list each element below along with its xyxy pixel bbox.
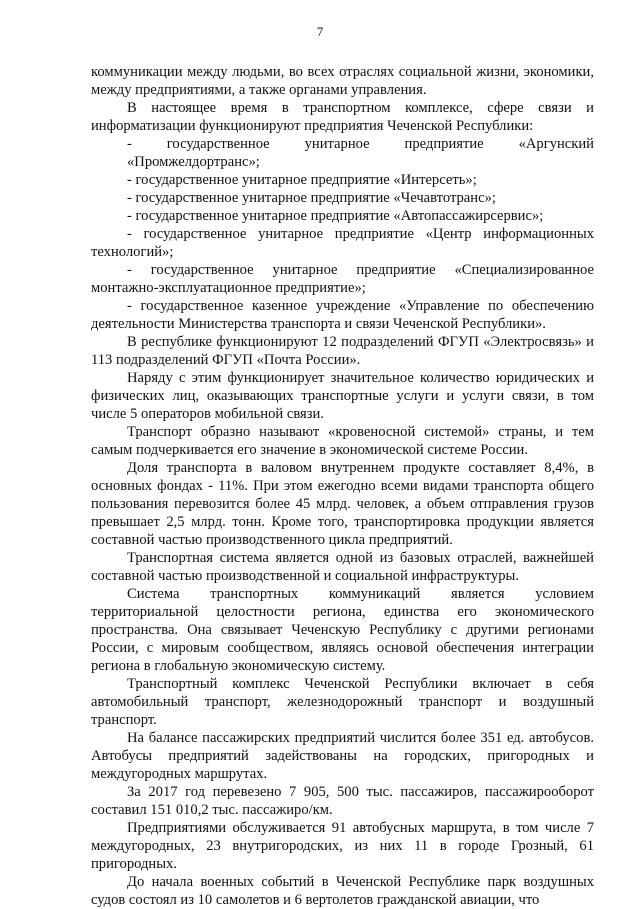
list-item: - государственное унитарное предприятие «Аргунский «Промжелдортранс»; [127,136,594,170]
paragraph: На балансе пассажирских предприятий числится более 351 ед. автобусов. Автобусы предприятий задействованы на городских, пригородных и междугородных маршрутах. [91,730,594,782]
page-number: 7 [316,24,324,39]
paragraph: Система транспортных коммуникаций является условием территориальной целостности региона, единства его экономического пространства. Она связывает Чеченскую Республику с другими регионами России, с мировым сообществом, являясь основой обеспечения интеграции региона в глобальную экономическую систему. [91,586,594,674]
paragraph: Предприятиями обслуживается 91 автобусных маршрута, в том числе 7 междугородных, 23 внутригородских, из них 11 в городе Грозный, 61 пригородных. [91,820,594,872]
list-item: - государственное унитарное предприятие «Автопассажирсервис»; [127,208,544,224]
paragraph: В республике функционируют 12 подразделений ФГУП «Электросвязь» и 113 подразделений ФГУП «Почта России». [91,334,594,368]
list-item: - государственное унитарное предприятие «Центр информационных технологий»; [91,226,594,260]
paragraph: За 2017 год перевезено 7 905, 500 тыс. пассажиров, пассажирооборот составил 151 010,2 тыс. пассажиро/км. [91,784,594,818]
list-item: - государственное казенное учреждение «Управление по обеспечению деятельности Министерства транспорта и связи Чеченской Республики». [91,298,594,332]
paragraph: Транспорт образно называют «кровеносной системой» страны, и тем самым подчеркивается его значение в экономической системе России. [91,424,594,458]
paragraph: До начала военных событий в Чеченской Республике парк воздушных судов состоял из 10 самолетов и 6 вертолетов гражданской авиации, что [91,874,594,908]
list-item: - государственное унитарное предприятие «Чечавтотранс»; [127,190,496,206]
paragraph: коммуникации между людьми, во всех отраслях социальной жизни, экономики, между предприятиями, а также органами управления. [91,64,594,98]
paragraph: Транспортная система является одной из базовых отраслей, важнейшей составной частью производственной и социальной инфраструктуры. [91,550,594,584]
list-item: - государственное унитарное предприятие «Интерсеть»; [127,172,477,188]
paragraph: Наряду с этим функционирует значительное количество юридических и физических лиц, оказывающих транспортные услуги и услуги связи, в том числе 5 операторов мобильной связи. [91,370,594,422]
list-item: - государственное унитарное предприятие «Специализированное монтажно-эксплуатационное предприятие»; [91,262,594,296]
body-text [91,63,594,909]
paragraph: Транспортный комплекс Чеченской Республики включает в себя автомобильный транспорт, железнодорожный транспорт и воздушный транспорт. [91,676,594,728]
paragraph: В настоящее время в транспортном комплексе, сфере связи и информатизации функционируют предприятия Чеченской Республики: [91,100,594,134]
paragraph: Доля транспорта в валовом внутреннем продукте составляет 8,4%, в основных фондах - 11%. При этом ежегодно всеми видами транспорта общего пользования перевозится более 45 млрд. человек, а объем отправления грузов превышает 2,5 млрд. тонн. Кроме того, транспортировка продукции является составной частью производственного цикла предприятий. [91,460,594,548]
